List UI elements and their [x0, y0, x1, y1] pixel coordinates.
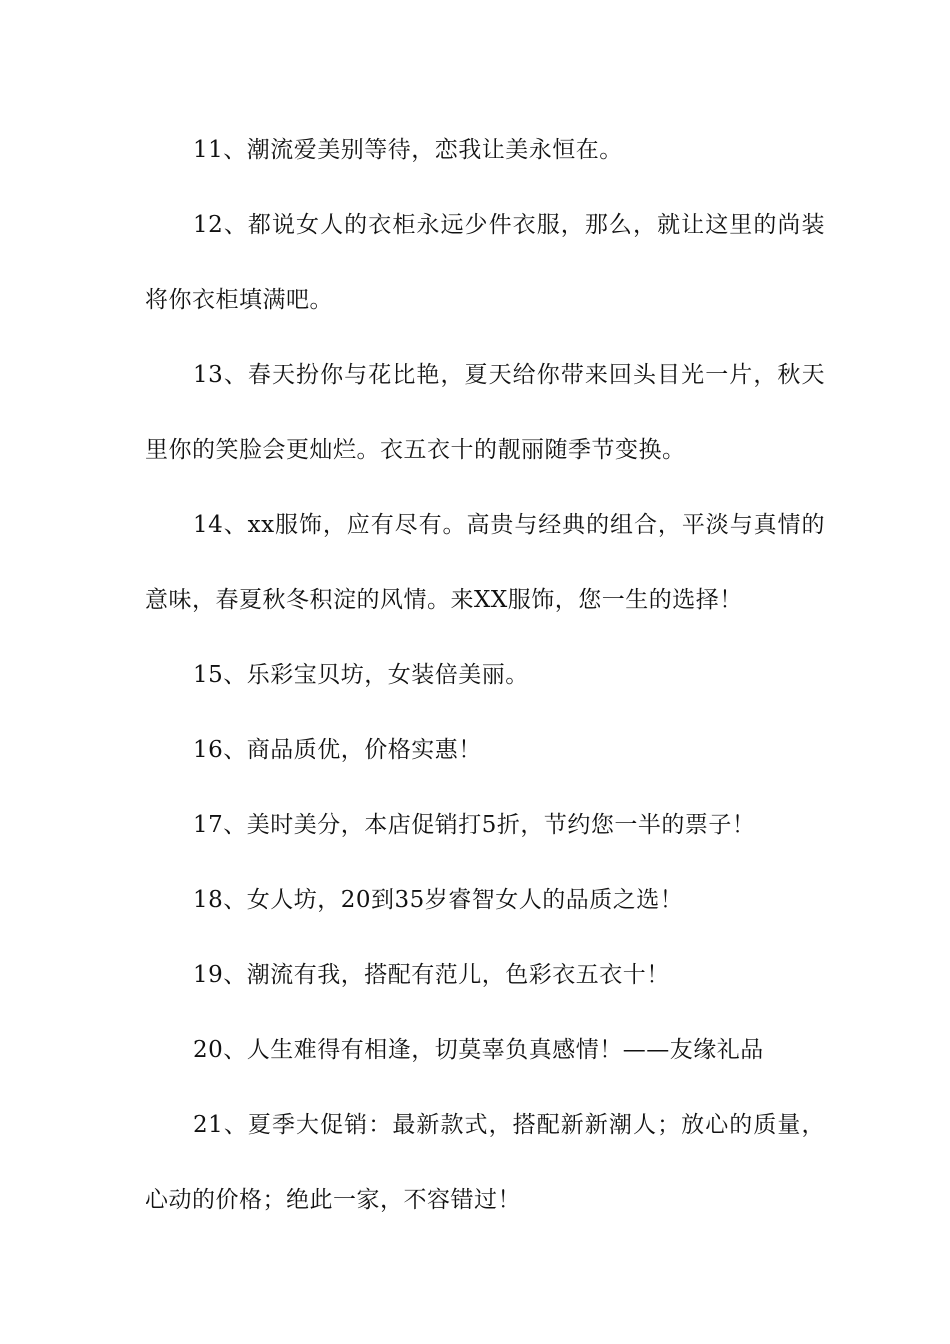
paragraph-21: 21、夏季大促销：最新款式，搭配新新潮人；放心的质量，心动的价格；绝此一家，不容错过！ [145, 1112, 825, 1213]
document-body [145, 113, 825, 1238]
paragraph-20: 20、人生难得有相逢，切莫辜负真感情！——友缘礼品 [193, 1037, 764, 1063]
paragraph-14: 14、xx服饰，应有尽有。高贵与经典的组合，平淡与真情的意味，春夏秋冬积淀的风情。来XX服饰，您一生的选择！ [145, 512, 825, 613]
paragraph-16: 16、商品质优，价格实惠！ [193, 737, 482, 763]
paragraph-13: 13、春天扮你与花比艳，夏天给你带来回头目光一片，秋天里你的笑脸会更灿烂。衣五衣十的靓丽随季节变换。 [145, 362, 825, 463]
paragraph-17: 17、美时美分，本店促销打5折，节约您一半的票子！ [193, 812, 756, 838]
paragraph-19: 19、潮流有我，搭配有范儿，色彩衣五衣十！ [193, 962, 670, 988]
paragraph-15: 15、乐彩宝贝坊，女装倍美丽。 [193, 662, 529, 688]
paragraph-18: 18、女人坊，20到35岁睿智女人的品质之选！ [193, 887, 684, 913]
paragraph-11: 11、潮流爱美别等待，恋我让美永恒在。 [193, 137, 623, 163]
paragraph-12: 12、都说女人的衣柜永远少件衣服，那么，就让这里的尚装将你衣柜填满吧。 [145, 212, 825, 313]
